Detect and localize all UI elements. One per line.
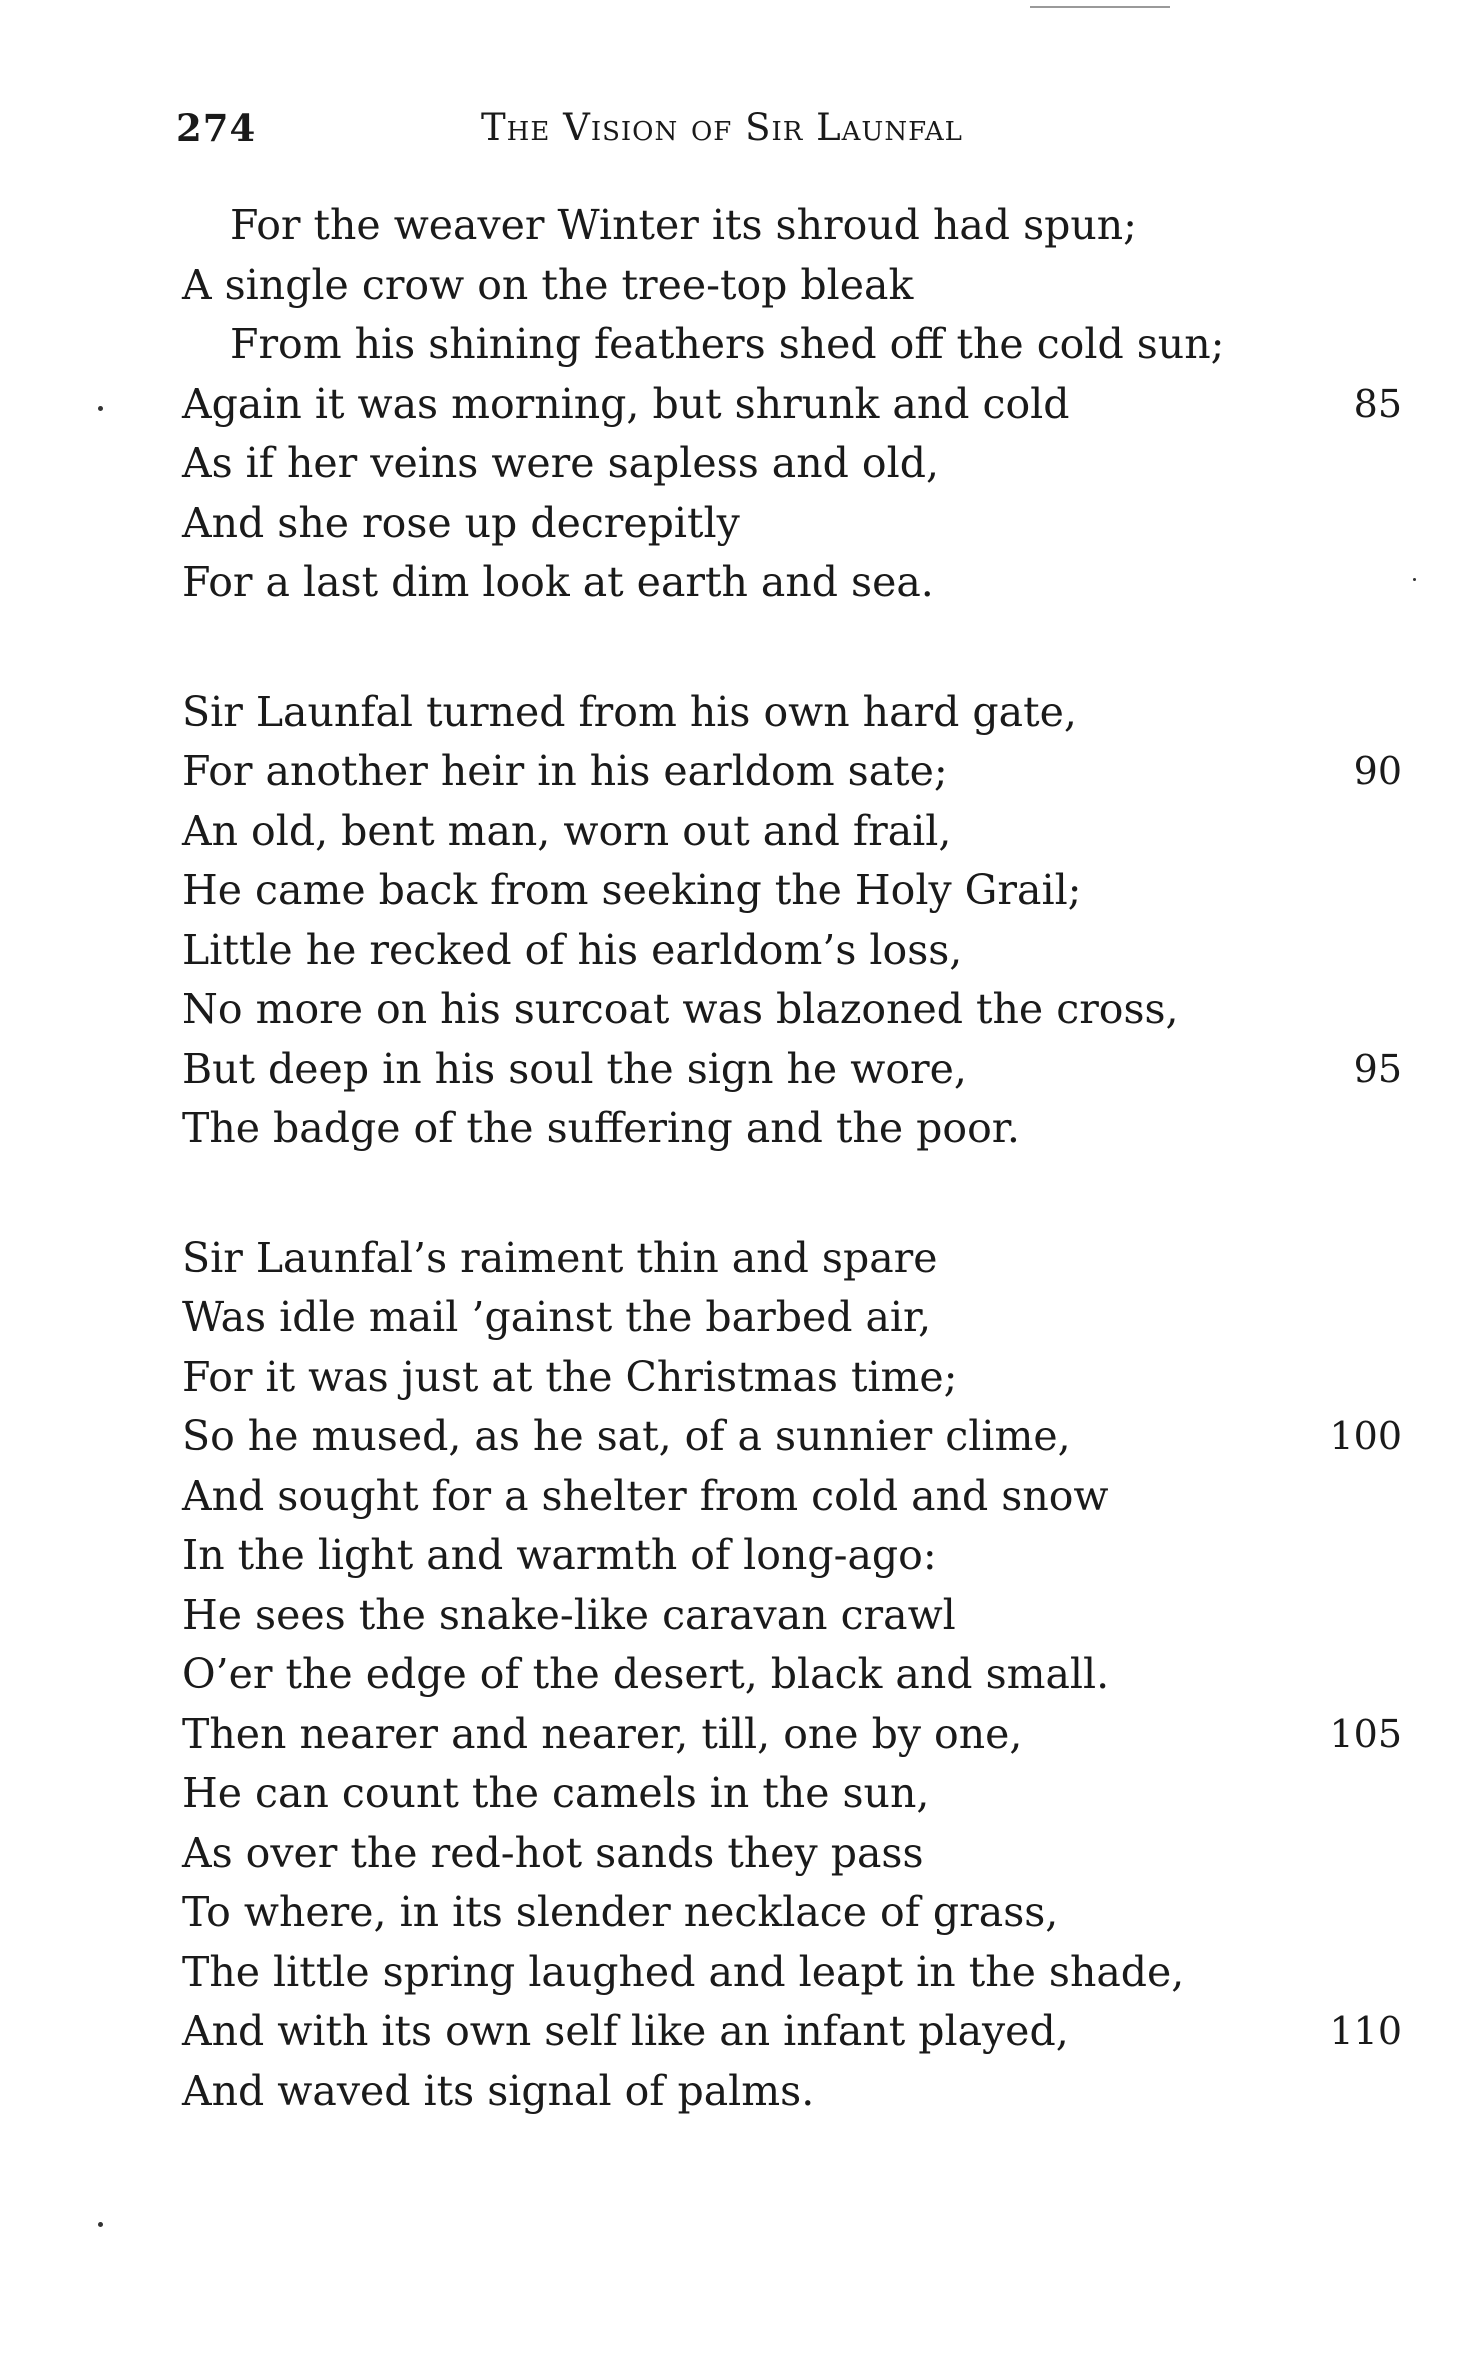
poem-line	[182, 1764, 1402, 1824]
stanza	[182, 1229, 1402, 2122]
poem-line-text: The little spring laughed and leapt in the shade,	[182, 1947, 1185, 1996]
line-number: 110	[1329, 2009, 1402, 2053]
line-number: 95	[1353, 1046, 1402, 1091]
poem-line-text: Little he recked of his earldom’s loss,	[182, 925, 963, 974]
top-edge-rule	[1030, 6, 1170, 8]
poem-line-text: For it was just at the Christmas time;	[182, 1352, 958, 1401]
poem-line-text: An old, bent man, worn out and frail,	[182, 806, 952, 855]
page-number: 274	[176, 106, 257, 150]
poem-line-text: For the weaver Winter its shroud had spun;	[230, 201, 1137, 249]
stanza	[182, 683, 1402, 1159]
poem-line-text: To where, in its slender necklace of grass,	[182, 1888, 1059, 1936]
poem-line	[182, 980, 1402, 1040]
poem-line-text: A single crow on the tree-top bleak	[182, 260, 914, 309]
poem-line	[182, 1824, 1402, 1884]
poem-line	[182, 683, 1402, 743]
poem-line	[182, 1229, 1402, 1289]
print-speck	[1413, 578, 1416, 581]
poem-line	[182, 1348, 1402, 1408]
poem-line-text: And waved its signal of palms.	[182, 2066, 815, 2115]
poem-line	[182, 315, 1402, 375]
poem-line	[182, 1645, 1402, 1705]
poem-line	[182, 494, 1402, 554]
line-number: 90	[1353, 749, 1402, 793]
poem-line	[182, 375, 1402, 435]
poem-line-text: From his shining feathers shed off the cold sun;	[230, 320, 1225, 368]
print-speck	[98, 2222, 103, 2227]
poem-line	[182, 1705, 1402, 1765]
poem-line-text: Sir Launfal’s raiment thin and spare	[182, 1233, 938, 1282]
poem-line	[182, 434, 1402, 494]
poem-line-text: Sir Launfal turned from his own hard gate,	[182, 687, 1077, 736]
poem-line-text: Was idle mail ’gainst the barbed air,	[182, 1293, 932, 1341]
poem-line-text: He came back from seeking the Holy Grail;	[182, 866, 1082, 914]
poem-line-text: Then nearer and nearer, till, one by one,	[182, 1709, 1023, 1758]
poem-line	[182, 1099, 1402, 1159]
poem-line-text: And she rose up decrepitly	[182, 498, 740, 547]
poem-line	[182, 1586, 1402, 1646]
poem-line-text: O’er the edge of the desert, black and small.	[182, 1650, 1110, 1698]
poem-line	[182, 742, 1402, 802]
poem-body	[182, 196, 1402, 2191]
poem-line	[182, 1040, 1402, 1100]
line-number: 105	[1329, 1711, 1402, 1756]
poem-line-text: As if her veins were sapless and old,	[182, 439, 939, 487]
poem-line-text: As over the red-hot sands they pass	[182, 1828, 924, 1877]
line-number: 100	[1329, 1414, 1402, 1458]
stanza	[182, 196, 1402, 613]
poem-line	[182, 861, 1402, 921]
poem-line	[182, 196, 1402, 256]
poem-line	[182, 1288, 1402, 1348]
poem-line-text: For another heir in his earldom sate;	[182, 747, 948, 795]
print-speck	[98, 406, 103, 411]
poem-line	[182, 2062, 1402, 2122]
poem-line	[182, 2002, 1402, 2062]
poem-line-text: And with its own self like an infant played,	[182, 2007, 1069, 2055]
poem-line-text: No more on his surcoat was blazoned the cross,	[182, 985, 1179, 1033]
poem-line-text: He can count the camels in the sun,	[182, 1769, 930, 1817]
poem-line	[182, 256, 1402, 316]
poem-line-text: For a last dim look at earth and sea.	[182, 558, 934, 606]
poem-line	[182, 802, 1402, 862]
poem-line-text: But deep in his soul the sign he wore,	[182, 1044, 967, 1093]
poem-line	[182, 1883, 1402, 1943]
poem-line-text: In the light and warmth of long-ago:	[182, 1531, 937, 1579]
running-title: The Vision of Sir Launfal	[481, 106, 963, 149]
poem-line	[182, 1467, 1402, 1527]
line-number: 85	[1353, 381, 1402, 426]
poem-line-text: Again it was morning, but shrunk and cold	[182, 379, 1070, 428]
poem-line-text: He sees the snake-like caravan crawl	[182, 1590, 956, 1639]
poem-line-text: The badge of the suffering and the poor.	[182, 1104, 1020, 1152]
poem-line-text: So he mused, as he sat, of a sunnier clime,	[182, 1412, 1071, 1460]
poem-line	[182, 1526, 1402, 1586]
poem-line	[182, 1407, 1402, 1467]
poem-line	[182, 1943, 1402, 2003]
poem-line-text: And sought for a shelter from cold and snow	[182, 1471, 1109, 1520]
poem-line	[182, 921, 1402, 981]
poem-line	[182, 553, 1402, 613]
page-header	[176, 106, 1326, 166]
